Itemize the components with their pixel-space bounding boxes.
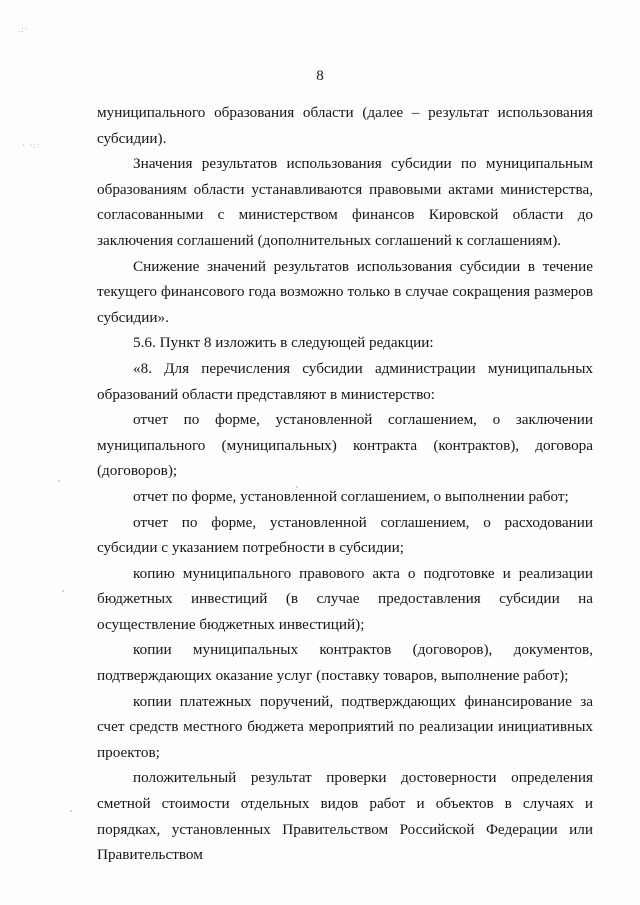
- paragraph: отчет по форме, установленной соглашением, о расходовании субсидии с указанием потребности в субсидии;: [97, 513, 593, 557]
- paragraph: копии муниципальных контрактов (договоров), документов, подтверждающих оказание услуг (поставку товаров, выполнение работ);: [97, 641, 593, 685]
- paragraph: Снижение значений результатов использования субсидии в течение текущего финансового года возможно только в случае сокращения размеров субсидии».: [97, 257, 593, 326]
- paragraph: 5.6. Пункт 8 изложить в следующей редакции:: [133, 334, 434, 352]
- paragraph: отчет по форме, установленной соглашением, о заключении муниципального (муниципальных) контракта (контрактов), договора (договоров);: [97, 411, 593, 480]
- paragraph: положительный результат проверки достоверности определения сметной стоимости отдельных видов работ и объектов в случаях и порядках, установленных Правительством Российской Федерации или Правительством: [97, 769, 593, 864]
- paragraph: копию муниципального правового акта о подготовке и реализации бюджетных инвестиций (в случае предоставления субсидии на осуществление бюджетных инвестиций);: [97, 564, 593, 633]
- paragraph: муниципального образования области (далее – результат использования субсидии).: [97, 104, 593, 147]
- paragraph: копии платежных поручений, подтверждающих финансирование за счет средств местного бюджета мероприятий по реализации инициативных проектов;: [97, 692, 593, 761]
- page-number: 8: [316, 68, 324, 84]
- scan-speck: [58, 480, 60, 482]
- scan-artifact: .:·: [18, 24, 29, 34]
- scan-speck: [62, 590, 64, 592]
- paragraph: «8. Для перечисления субсидии администрации муниципальных образований области представляют в министерство:: [97, 359, 593, 403]
- paragraph: отчет по форме, установленной соглашением, о выполнении работ;: [133, 487, 569, 505]
- document-body: [97, 100, 593, 868]
- scan-speck: [70, 810, 72, 812]
- paragraph: Значения результатов использования субсидии по муниципальным образованиям области устанавливаются правовыми актами министерства, согласованными с министерством финансов Кировской области до заключения соглашений (дополнительных соглашений к соглашениям).: [97, 155, 593, 249]
- scan-artifact: · ·:·: [22, 140, 41, 150]
